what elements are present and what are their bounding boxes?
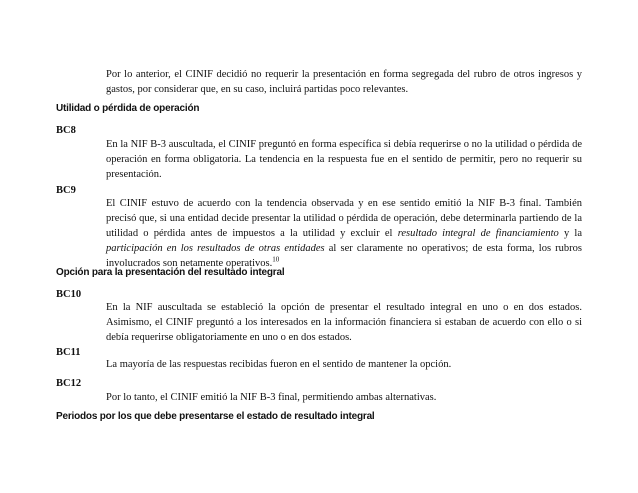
bc10-label: BC10 [56, 289, 82, 300]
section-heading-operating-result: Utilidad o pérdida de operación [56, 103, 200, 114]
bc9-text-a: El CINIF estuvo de acuerdo con la tendencia observada y en ese sentido emitió la NIF B-3 final. También precisó que, si una entidad decide presentar la utilidad o pérdida de operación, debe determinarla partiendo de la utilidad o pérdida antes de impuestos a la utilidad y excluir el [106, 198, 582, 239]
bc9-italic-participation: participación en los resultados de otras entidades [106, 243, 325, 254]
section-heading-periods: Periodos por los que debe presentarse el estado de resultado integral [56, 411, 375, 422]
intro-paragraph: Por lo anterior, el CINIF decidió no requerir la presentación en forma segregada del rubro de otros ingresos y gastos, por considerar que, en su caso, incluirá partidas poco relevantes. [106, 69, 582, 95]
section-heading-comprehensive-result-option: Opción para la presentación del resultado integral [56, 267, 285, 278]
bc9-text-c: al ser claramente no operativos; de esta forma, los rubros involucrados son netamente operativos. [106, 243, 582, 269]
bc9-paragraph [106, 196, 582, 271]
bc11-label: BC11 [56, 347, 81, 358]
bc10-paragraph: En la NIF auscultada se estableció la opción de presentar el resultado integral en uno o en dos estados. Asimismo, el CINIF preguntó a los interesados en la información financiera si estaban de acuerdo con ello o si debía requerirse obligatoriamente en uno o en dos estados. [106, 302, 582, 343]
bc12-label: BC12 [56, 378, 82, 389]
bc9-label: BC9 [56, 185, 76, 196]
bc9-italic-financing: resultado integral de financiamiento [397, 228, 559, 239]
bc12-paragraph: Por lo tanto, el CINIF emitió la NIF B-3 final, permitiendo ambas alternativas. [106, 392, 437, 403]
bc8-paragraph: En la NIF B-3 auscultada, el CINIF preguntó en forma específica si debía requerirse o no la utilidad o pérdida de operación en forma obligatoria. La tendencia en la respuesta fue en el sentido de permitir, pero no requerir su presentación. [106, 139, 582, 180]
bc11-paragraph: La mayoría de las respuestas recibidas fueron en el sentido de mantener la opción. [106, 359, 452, 370]
bc9-text-b: y la [558, 228, 582, 239]
footnote-reference: 10 [272, 255, 280, 264]
bc8-label: BC8 [56, 125, 76, 136]
